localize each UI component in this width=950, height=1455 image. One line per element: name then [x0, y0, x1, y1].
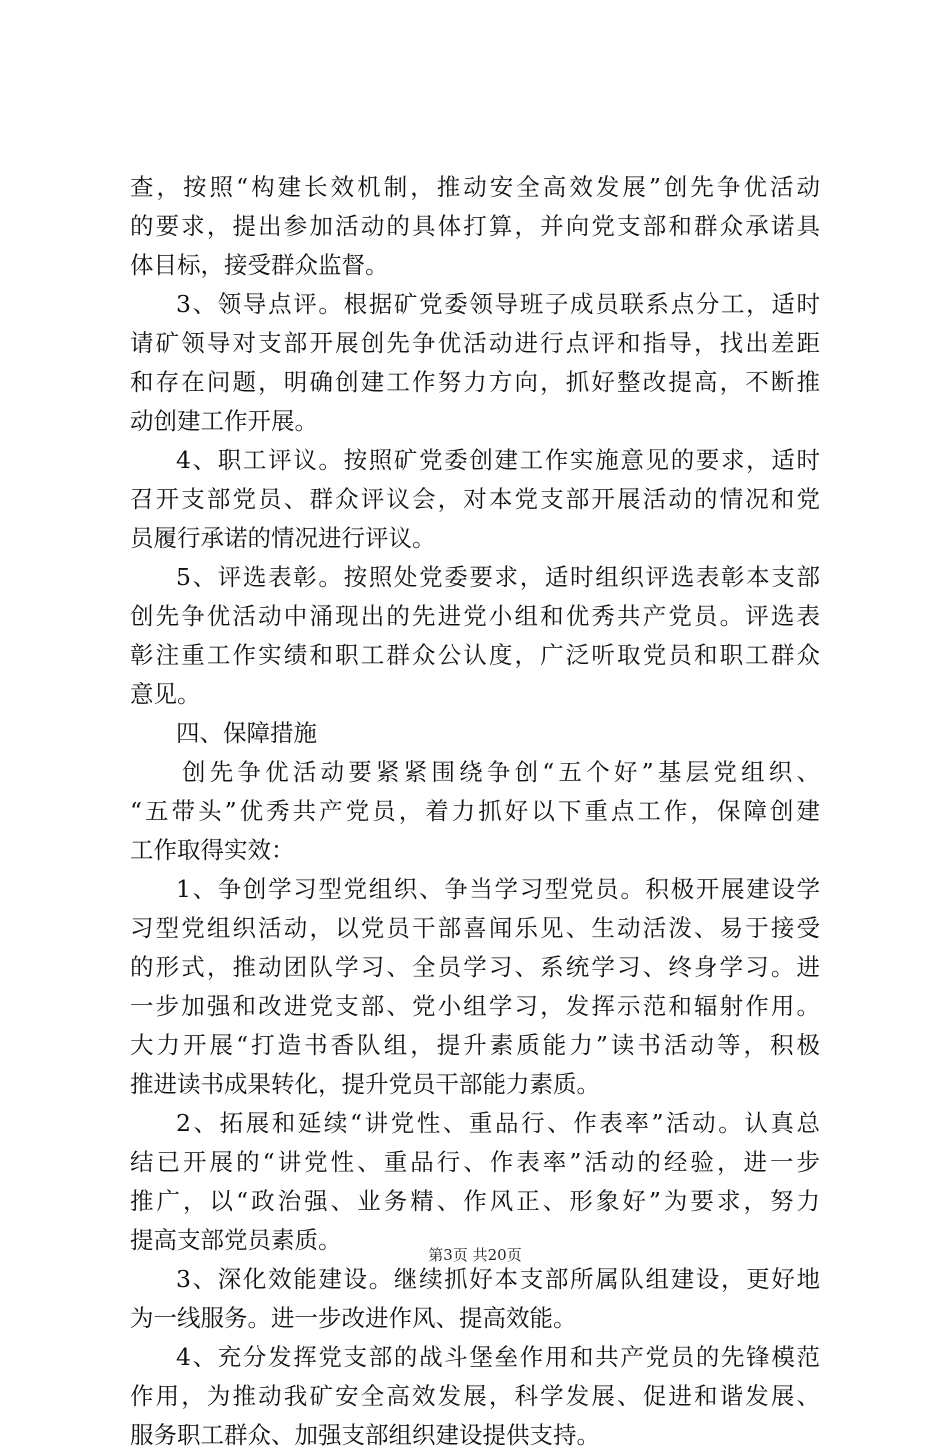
paragraph-start-line: 1、争创学习型党组织、争当学习型党员。积极开展建设学 — [176, 875, 820, 903]
text-line: 大力开展“打造书香队组，提升素质能力”读书活动等，积极 — [130, 1031, 820, 1059]
text-line: “五带头”优秀共产党员，着力抓好以下重点工作，保障创建 — [130, 797, 820, 825]
text-line: 推广，以“政治强、业务精、作风正、形象好”为要求，努力 — [130, 1187, 820, 1215]
text-line: 意见。 — [130, 680, 201, 708]
text-line: 查，按照“构建长效机制，推动安全高效发展”创先争优活动 — [130, 173, 820, 201]
text-line: 彰注重工作实绩和职工群众公认度，广泛听取党员和职工群众 — [130, 641, 820, 669]
text-line: 的形式，推动团队学习、全员学习、系统学习、终身学习。进 — [130, 953, 820, 981]
text-line: 请矿领导对支部开展创先争优活动进行点评和指导，找出差距 — [130, 329, 820, 357]
text-line: 召开支部党员、群众评议会，对本党支部开展活动的情况和党 — [130, 485, 820, 513]
text-line: 推进读书成果转化，提升党员干部能力素质。 — [130, 1070, 600, 1098]
paragraph-start-line: 3、领导点评。根据矿党委领导班子成员联系点分工，适时 — [176, 290, 820, 318]
paragraph-start-line: 2、拓展和延续“讲党性、重品行、作表率”活动。认真总 — [176, 1109, 820, 1137]
text-line: 服务职工群众、加强支部组织建设提供支持。 — [130, 1421, 600, 1449]
text-line: 的要求，提出参加活动的具体打算，并向党支部和群众承诺具 — [130, 212, 820, 240]
text-line: 员履行承诺的情况进行评议。 — [130, 524, 436, 552]
text-line: 体目标，接受群众监督。 — [130, 251, 389, 279]
text-line: 为一线服务。进一步改进作风、提高效能。 — [130, 1304, 577, 1332]
text-line: 习型党组织活动，以党员干部喜闻乐见、生动活泼、易于接受 — [130, 914, 820, 942]
paragraph-start-line: 5、评选表彰。按照处党委要求，适时组织评选表彰本支部 — [176, 563, 820, 591]
text-line: 工作取得实效： — [130, 836, 295, 864]
paragraph-start-line: 创先争优活动要紧紧围绕争创“五个好”基层党组织、 — [182, 758, 820, 786]
page-number-footer: 第3页 共20页 — [428, 1246, 522, 1264]
text-line: 一步加强和改进党支部、党小组学习，发挥示范和辐射作用。 — [130, 992, 820, 1020]
text-line: 作用，为推动我矿安全高效发展，科学发展、促进和谐发展、 — [130, 1382, 820, 1410]
text-line: 和存在问题，明确创建工作努力方向，抓好整改提高，不断推 — [130, 368, 820, 396]
section-heading: 四、保障措施 — [176, 719, 317, 747]
text-line: 结已开展的“讲党性、重品行、作表率”活动的经验，进一步 — [130, 1148, 820, 1176]
text-line: 创先争优活动中涌现出的先进党小组和优秀共产党员。评选表 — [130, 602, 820, 630]
paragraph-start-line: 4、职工评议。按照矿党委创建工作实施意见的要求，适时 — [176, 446, 820, 474]
text-line: 提高支部党员素质。 — [130, 1226, 342, 1254]
text-line: 动创建工作开展。 — [130, 407, 318, 435]
paragraph-start-line: 3、深化效能建设。继续抓好本支部所属队组建设，更好地 — [176, 1265, 820, 1293]
paragraph-start-line: 4、充分发挥党支部的战斗堡垒作用和共产党员的先锋模范 — [176, 1343, 820, 1371]
